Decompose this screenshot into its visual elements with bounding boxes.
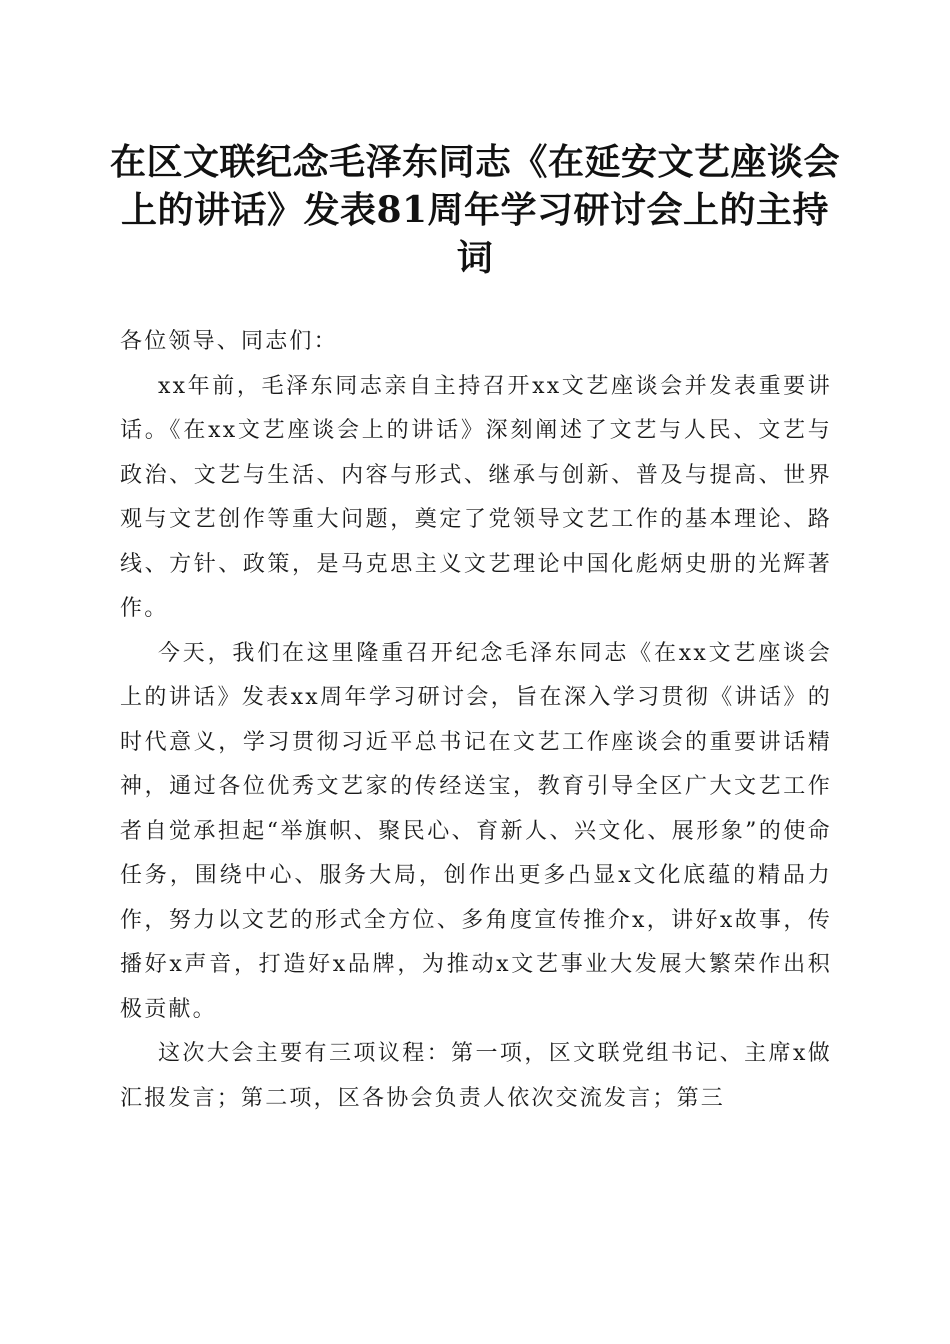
document-body (120, 320, 832, 1121)
paragraph-2: 今天，我们在这里隆重召开纪念毛泽东同志《在xx文艺座谈会上的讲话》发表xx周年学习研讨会，旨在深入学习贯彻《讲话》的时代意义，学习贯彻习近平总书记在文艺工作座谈会的重要讲话精神，通过各位优秀文艺家的传经送宝，教育引导全区广大文艺工作者自觉承担起“举旗帜、聚民心、育新人、兴文化、展形象”的使命任务，围绕中心、服务大局，创作出更多凸显x文化底蕴的精品力作，努力以文艺的形式全方位、多角度宣传推介x，讲好x故事，传播好x声音，打造好x品牌，为推动x文艺事业大发展大繁荣作出积极贡献。 (120, 640, 832, 1022)
salutation: 各位领导、同志们： (120, 329, 338, 354)
paragraph-1: xx年前，毛泽东同志亲自主持召开xx文艺座谈会并发表重要讲话。《在xx文艺座谈会上的讲话》深刻阐述了文艺与人民、文艺与政治、文艺与生活、内容与形式、继承与创新、普及与提高、世界观与文艺创作等重大问题，奠定了党领导文艺工作的基本理论、路线、方针、政策，是马克思主义文艺理论中国化彪炳史册的光辉著作。 (120, 373, 832, 621)
paragraph-3: 这次大会主要有三项议程：第一项，区文联党组书记、主席x做汇报发言；第二项，区各协会负责人依次交流发言；第三 (120, 1041, 832, 1111)
document-title: 在区文联纪念毛泽东同志《在延安文艺座谈会上的讲话》发表81周年学习研讨会上的主持词 (110, 141, 841, 279)
